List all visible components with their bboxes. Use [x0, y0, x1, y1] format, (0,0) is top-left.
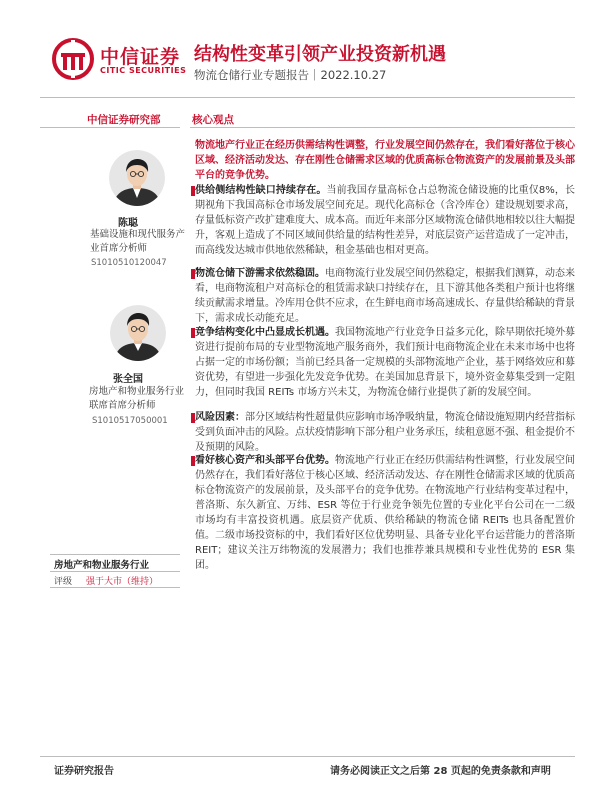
key-point-text: 部分区域结构性超量供应影响市场净吸纳量，物流仓储设施短期内经营指标受到负面冲击的风险。点状疫情影响下部分租户业务承压，续租意愿不强、租金提价不及预期的风险。	[195, 412, 575, 453]
analyst-photo	[110, 305, 166, 361]
bullet-marker-icon	[191, 186, 195, 196]
footer-disclaimer: 请务必阅读正文之后第 28 页起的免责条款和声明	[330, 766, 551, 777]
core-heading-divider	[190, 127, 575, 128]
key-point-text: 我国物流地产行业竞争日益多元化，除早期依托境外募资进行提前布局的专业型物流地产服务商外，我们预计电商物流企业在未来市场中也将占据一定的市场份额；当前已经具备一定规模的头部物流地产企业，基于网络效应和募资优势，有望进一步强化先发竞争优势。在美国加息背景下，境外资金募集受到一定阻力，但同时我国 REITs 市场方兴未艾，为物流仓储行业提供了新的发展空间。	[195, 327, 575, 398]
key-point	[195, 183, 575, 258]
key-point	[195, 266, 575, 326]
bullet-marker-icon	[191, 328, 195, 338]
key-point	[195, 325, 575, 400]
footer-report-type: 证券研究报告	[54, 766, 114, 777]
rating-value: 强于大市（维持）	[86, 577, 159, 587]
rating-label: 评级	[54, 577, 73, 587]
bullet-marker-icon	[191, 413, 195, 423]
key-point-text: 物流地产行业正在经历供需结构性调整，行业发展空间仍然存在，我们看好落位于核心区域、经济活动发达、存在刚性仓储需求区域的优质高标仓物流资产的发展前景，及头部平台的竞争优势。在物流地产行业结构变革过程中，普洛斯、东久新宜、万纬、ESR 等位于行业竞争领先位置的专业化平台公司在一二级市场均有丰富投资机遇。底层资产优质、供给稀缺的物流仓储 REITs 也具备配置价值。二级市场投资标的中，我们看好区位优势明显、具备专业化平台运营能力的普洛斯 REIT；建议关注万纬物流的发展潜力；我们也推荐兼具规模和专业性优势的 ESR 集团。	[195, 455, 575, 571]
key-point	[195, 453, 575, 573]
key-point-text: 电商物流行业发展空间仍然稳定，根据我们测算，动态来看，电商物流租户对高标仓的租赁需求缺口持续存在，且下游其他各类租户预计也将继续贡献需求增量。冷库用仓供不应求，在生鲜电商市场高速成长、存量供给稀缺的背景下，需求成长动能充足。	[195, 268, 575, 324]
key-point-text: 当前我国存量高标仓占总物流仓储设施的比重仅8%，长期视角下我国高标仓市场发展空间充足。现代化高标仓（含冷库仓）建设规划要求高，存量低标资产改扩建难度大、成本高。而近年来部分区域物流仓储供地相较以往大幅提升，客观上造成了不同区域间供给量的结构性差异，对底层资产运营造成了一定冲击，而高线发达城市供地依然稀缺，租金基础也相对更高。	[195, 185, 575, 256]
key-point-lead: 竞争结构变化中凸显成长机遇。	[195, 327, 335, 338]
header-divider	[40, 97, 575, 98]
summary-paragraph: 物流地产行业正在经历供需结构性调整，行业发展空间仍然存在，我们看好落位于核心区域、经济活动发达、存在刚性仓储需求区域的优质高标仓物流资产的发展前景及头部平台的竞争优势。	[195, 140, 575, 181]
key-point-lead: 物流仓储下游需求依然稳固。	[195, 268, 325, 279]
bullet-marker-icon	[191, 456, 195, 466]
analyst-license-id: S1010510120047	[91, 258, 167, 268]
citic-logo-icon	[52, 38, 94, 80]
left-heading-divider	[40, 127, 180, 128]
core-views-heading: 核心观点	[192, 114, 234, 126]
analyst-license-id: S1010517050001	[92, 416, 168, 426]
brand-name-english: CITIC SECURITIES	[100, 66, 187, 75]
key-point-lead: 看好核心资产和头部平台优势。	[195, 455, 335, 466]
analyst-role: 房地产和物业服务行业联席首席分析师	[89, 386, 185, 411]
brand-name: 中信证券	[100, 46, 181, 68]
report-title: 结构性变革引领产业投资新机遇	[194, 44, 446, 65]
key-point-lead: 风险因素：	[195, 412, 245, 423]
sector-name: 房地产和物业服务行业	[54, 560, 150, 571]
footer-divider	[40, 756, 575, 757]
analyst-photo	[109, 150, 165, 206]
rating-divider	[50, 587, 180, 588]
research-department-heading: 中信证券研究部	[87, 114, 161, 126]
report-subtitle: 物流仓储行业专题报告｜2022.10.27	[194, 68, 387, 82]
sector-divider	[50, 554, 180, 555]
key-point-lead: 供给侧结构性缺口持续存在。	[195, 185, 327, 196]
key-point	[195, 410, 575, 455]
analyst-role: 基础设施和现代服务产业首席分析师	[90, 229, 186, 254]
analyst-name: 张全国	[113, 374, 143, 385]
bullet-marker-icon	[191, 269, 195, 279]
sector-divider	[50, 571, 180, 572]
analyst-name: 陈聪	[118, 218, 138, 229]
